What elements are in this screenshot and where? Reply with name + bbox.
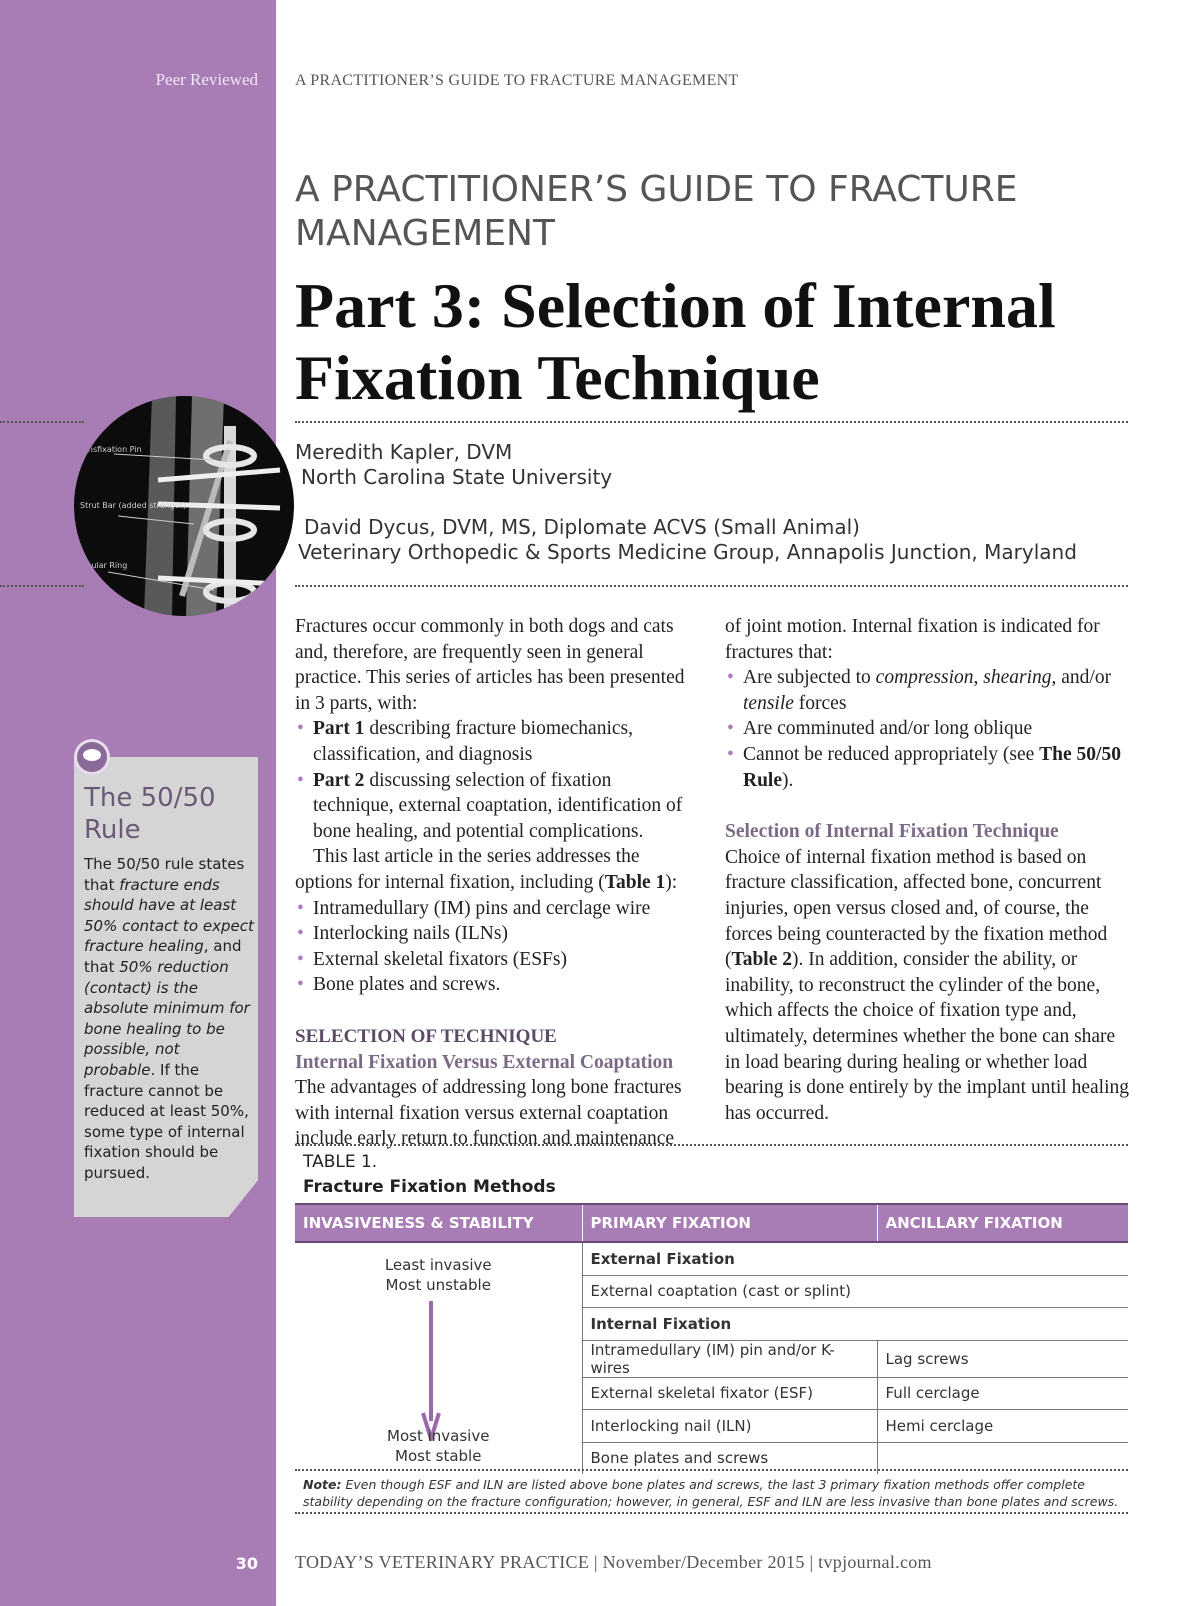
table-cell: Lag screws	[877, 1340, 1128, 1377]
divider-note-bottom	[295, 1512, 1128, 1514]
indications-list	[725, 665, 1130, 793]
indications-paragraph: of joint motion. Internal fixation is indicated for fractures that:	[725, 616, 1100, 663]
author-2-name: David Dycus, DVM, MS, Diplomate ACVS (Small Animal)	[304, 515, 860, 539]
table-cell: Interlocking nail (ILN)	[582, 1410, 877, 1443]
label-transfixation-pin: Transfixation Pin	[76, 445, 142, 454]
footer-text: TODAY’S VETERINARY PRACTICE | November/December 2015 | tvpjournal.com	[295, 1552, 932, 1572]
table-row	[295, 1242, 1128, 1275]
table-cell: Intramedullary (IM) pin and/or K-wires	[582, 1340, 877, 1377]
list-item: • Are subjected to compression, shearing, and/or tensile forces	[725, 665, 1130, 716]
table-note: Note: Even though ESF and ILN are listed above bone plates and screws, the last 3 primary fixation methods offer complete stability depending on the fracture configuration; however, in general, ESF and ILN are less invasive than bone plates and screws.	[303, 1477, 1119, 1509]
down-arrow-icon	[421, 1301, 441, 1441]
sidebar-dotline-bottom	[0, 585, 84, 587]
section-heading: SELECTION OF TECHNIQUE	[295, 1025, 557, 1047]
advantages-paragraph: The advantages of addressing long bone fractures with internal fixation versus external coaptation include early return to function and maintenance	[295, 1077, 682, 1150]
author-1-name: Meredith Kapler, DVM	[295, 440, 513, 464]
list-item: • Interlocking nails (ILNs)	[295, 921, 695, 947]
series-title: A PRACTITIONER’S GUIDE TO FRACTURE MANAGEMENT	[295, 169, 1018, 254]
author-1-affiliation: North Carolina State University	[301, 465, 613, 489]
sidebar-dotline-top	[0, 421, 84, 423]
author-block	[295, 440, 1077, 565]
article-title	[295, 270, 1145, 414]
table-label: TABLE 1.	[303, 1152, 378, 1172]
options-paragraph: This last article in the series addresses the options for internal fixation, including (Table 1):	[295, 846, 678, 893]
list-item: • Intramedullary (IM) pins and cerclage wire	[295, 896, 695, 922]
peer-reviewed-label: Peer Reviewed	[155, 70, 258, 89]
table-subheader: Internal Fixation	[582, 1308, 1128, 1341]
divider-table-top	[295, 1144, 1128, 1146]
table-cell: External coaptation (cast or splint)	[582, 1275, 1128, 1308]
scale-top: Least invasive Most unstable	[384, 1256, 492, 1294]
table-cell: Hemi cerclage	[877, 1410, 1128, 1443]
running-head: A PRACTITIONER’S GUIDE TO FRACTURE MANAGEMENT	[295, 72, 739, 89]
divider-table-bottom	[295, 1469, 1128, 1471]
column-1	[295, 614, 695, 1152]
rule-box-title: The 50/50 Rule	[84, 783, 216, 845]
table-subheader: External Fixation	[582, 1242, 1128, 1275]
list-item: • Part 1 describing fracture biomechanics, classification, and diagnosis	[295, 716, 695, 767]
intro-paragraph: Fractures occur commonly in both dogs and cats and, therefore, are frequently seen in general practice. This series of articles has been presented in 3 parts, with:	[295, 616, 685, 714]
rule-box-text: The 50/50 rule states that fracture ends should have at least 50% contact to expect fracture healing, and that 50% reduction (contact) is the absolute minimum for bone healing to be possible, not probable. If the fracture cannot be reduced at least 50%, some type of internal fixation should be pursued.	[84, 855, 254, 1182]
list-item: • Part 2 discussing selection of fixation technique, external coaptation, identification of bone healing, and potential complications.	[295, 768, 695, 845]
parts-list	[295, 716, 695, 844]
subsection-heading: Selection of Internal Fixation Technique	[725, 821, 1059, 843]
title-line-2: Fixation Technique	[295, 342, 820, 413]
table-cell: Bone plates and screws	[582, 1442, 877, 1474]
column-header: ANCILLARY FIXATION	[877, 1204, 1128, 1242]
divider-top	[295, 421, 1128, 423]
label-circular-ring: Circular Ring	[76, 561, 128, 570]
xray-image	[74, 396, 294, 616]
list-item: • Bone plates and screws.	[295, 972, 695, 998]
table-cell: External skeletal fixator (ESF)	[582, 1377, 877, 1410]
xray-figure	[74, 396, 294, 616]
table-cell: Full cerclage	[877, 1377, 1128, 1410]
author-2-affiliation: Veterinary Orthopedic & Sports Medicine Group, Annapolis Junction, Maryland	[298, 540, 1077, 564]
list-item: • Cannot be reduced appropriately (see The 50/50 Rule).	[725, 742, 1130, 793]
column-header: PRIMARY FIXATION	[582, 1204, 877, 1242]
label-strut-bar: Strut Bar (added strength)	[80, 501, 187, 510]
page-number: 30	[235, 1554, 258, 1573]
column-header: INVASIVENESS & STABILITY	[295, 1204, 582, 1242]
scale-bottom: Most invasive Most stable	[387, 1427, 490, 1465]
list-item: • External skeletal fixators (ESFs)	[295, 947, 695, 973]
title-line-1: Part 3: Selection of Internal	[295, 270, 1056, 341]
methods-list	[295, 896, 695, 998]
list-item: • Are comminuted and/or long oblique	[725, 716, 1130, 742]
selection-paragraph: Choice of internal fixation method is based on fracture classification, affected bone, concurrent injuries, open versus closed and, of course, the forces being counteracted by the fixation method (Table 2). In addition, consider the ability, or inability, to reconstruct the cylinder of the bone, which affects the choice of fixation type and, ultimately, determines whether the bone can share in load bearing during healing or whether load bearing is done entirely by the implant until healing has occurred.	[725, 846, 1129, 1124]
speech-bubble-inner	[83, 749, 101, 761]
invasiveness-scale	[295, 1242, 582, 1474]
subsection-heading: Internal Fixation Versus External Coaptation	[295, 1051, 674, 1073]
column-2	[725, 614, 1130, 1126]
divider-authors	[295, 585, 1128, 587]
fixation-table	[295, 1203, 1128, 1474]
table-header-row	[295, 1204, 1128, 1242]
table-caption: Fracture Fixation Methods	[303, 1177, 556, 1197]
